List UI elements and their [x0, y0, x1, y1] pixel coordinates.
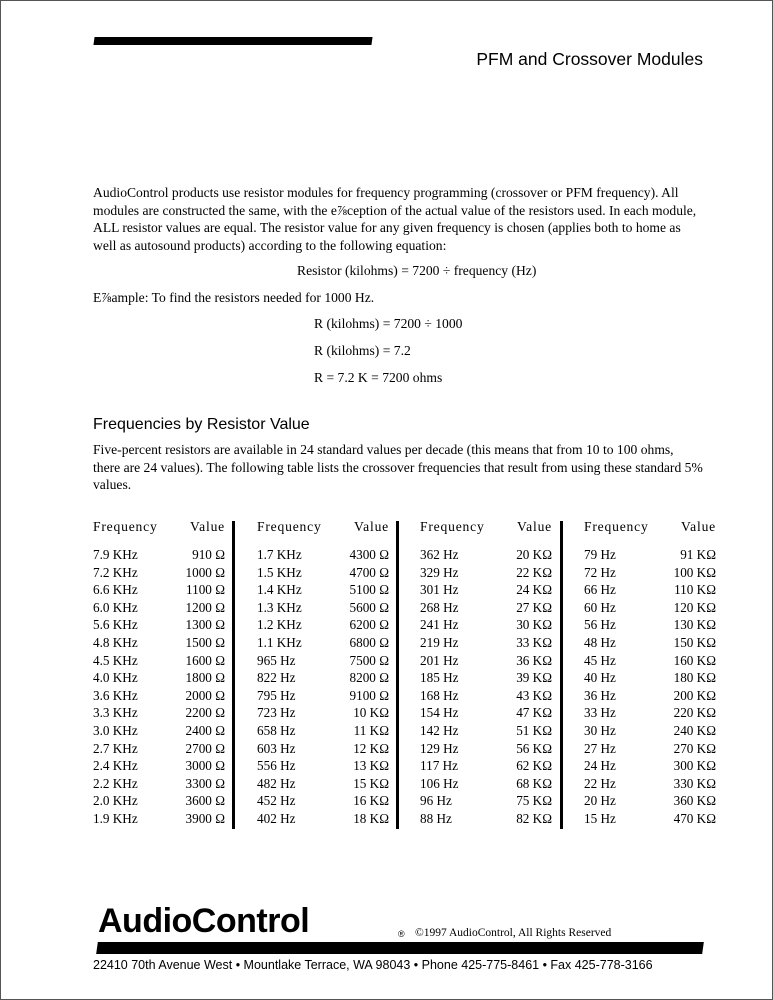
value-cell: 1200 Ω	[185, 599, 225, 615]
value-cell: 910 Ω	[192, 547, 225, 562]
table-row	[257, 565, 389, 583]
value-cell: 11 KΩ	[353, 722, 389, 738]
frequency-cell: 36 Hz	[584, 687, 616, 703]
frequency-cell: 241 Hz	[420, 617, 459, 633]
frequency-cell: 1.7 KHz	[257, 547, 302, 562]
frequency-cell: 60 Hz	[584, 599, 616, 615]
value-cell: 6800 Ω	[349, 634, 389, 650]
frequency-cell: 154 Hz	[420, 705, 459, 721]
value-cell: 91 KΩ	[680, 547, 716, 562]
value-cell: 130 KΩ	[673, 617, 716, 633]
value-cell: 56 KΩ	[516, 740, 552, 756]
table-row	[257, 547, 389, 565]
frequency-cell: 219 Hz	[420, 634, 459, 650]
table-group-3	[420, 519, 552, 829]
frequency-cell: 201 Hz	[420, 652, 459, 668]
table-row	[257, 811, 389, 829]
value-cell: 13 KΩ	[353, 758, 389, 774]
value-cell: 3300 Ω	[185, 775, 225, 791]
value-cell: 200 KΩ	[673, 687, 716, 703]
value-cell: 33 KΩ	[516, 634, 552, 650]
table-rows	[420, 547, 552, 829]
value-cell: 1100 Ω	[186, 582, 225, 598]
section-heading: Frequencies by Resistor Value	[93, 416, 310, 433]
table-row	[420, 635, 552, 653]
value-cell: 470 KΩ	[673, 810, 716, 826]
audiocontrol-logo: AudioControl	[98, 902, 310, 940]
frequency-cell: 482 Hz	[257, 775, 296, 791]
frequency-cell: 658 Hz	[257, 722, 296, 738]
table-row	[93, 617, 225, 635]
main-equation: Resistor (kilohms) = 7200 ÷ frequency (Hz)	[297, 263, 537, 278]
frequency-cell: 15 Hz	[584, 810, 616, 826]
frequency-cell: 3.0 KHz	[93, 722, 138, 738]
table-row	[584, 670, 716, 688]
frequency-cell: 2.4 KHz	[93, 758, 138, 774]
value-cell: 43 KΩ	[516, 687, 552, 703]
frequency-cell: 4.8 KHz	[93, 634, 138, 650]
frequency-cell: 1.5 KHz	[257, 564, 302, 580]
value-cell: 360 KΩ	[673, 793, 716, 809]
table-row	[420, 582, 552, 600]
table-row	[420, 723, 552, 741]
value-cell: 22 KΩ	[516, 564, 552, 580]
value-cell: 75 KΩ	[516, 793, 552, 809]
column-separator	[232, 521, 235, 829]
table-row	[257, 688, 389, 706]
frequency-cell: 402 Hz	[257, 810, 296, 826]
frequency-cell: 7.9 KHz	[93, 547, 138, 562]
table-row	[584, 793, 716, 811]
frequency-cell: 1.2 KHz	[257, 617, 302, 633]
example-line-2: R (kilohms) = 7.2	[314, 343, 411, 358]
frequency-cell: 48 Hz	[584, 634, 616, 650]
value-cell: 110 KΩ	[674, 582, 716, 598]
value-cell: 6200 Ω	[349, 617, 389, 633]
table-row	[257, 758, 389, 776]
header-value: Value	[354, 519, 389, 534]
frequency-cell: 33 Hz	[584, 705, 616, 721]
table-row	[257, 723, 389, 741]
table-row	[420, 776, 552, 794]
example-line-3: R = 7.2 K = 7200 ohms	[314, 370, 443, 385]
value-cell: 47 KΩ	[516, 705, 552, 721]
table-row	[93, 723, 225, 741]
table-row	[584, 600, 716, 618]
value-cell: 15 KΩ	[353, 775, 389, 791]
value-cell: 1600 Ω	[185, 652, 225, 668]
copyright-notice: ©1997 AudioControl, All Rights Reserved	[415, 927, 612, 939]
frequency-cell: 168 Hz	[420, 687, 459, 703]
table-row	[420, 688, 552, 706]
table-row	[257, 741, 389, 759]
value-cell: 12 KΩ	[353, 740, 389, 756]
value-cell: 7500 Ω	[349, 652, 389, 668]
value-cell: 10 KΩ	[353, 705, 389, 721]
value-cell: 68 KΩ	[516, 775, 552, 791]
table-row	[584, 758, 716, 776]
section-description: Five-percent resistors are available in 24 standard values per decade (this means that from 10 to 100 ohms, there are 24 values). The following table lists the crossover frequencies that result from using these standard 5% values.	[93, 442, 703, 492]
frequency-cell: 6.6 KHz	[93, 582, 138, 598]
table-row	[93, 547, 225, 565]
value-cell: 270 KΩ	[673, 740, 716, 756]
frequency-cell: 27 Hz	[584, 740, 616, 756]
header-rule	[93, 37, 372, 45]
frequency-cell: 96 Hz	[420, 793, 452, 809]
table-row	[257, 705, 389, 723]
frequency-cell: 30 Hz	[584, 722, 616, 738]
frequency-cell: 24 Hz	[584, 758, 616, 774]
table-row	[93, 705, 225, 723]
frequency-cell: 301 Hz	[420, 582, 459, 598]
value-cell: 30 KΩ	[516, 617, 552, 633]
value-cell: 1500 Ω	[185, 634, 225, 650]
table-group-2	[257, 519, 389, 829]
table-row	[420, 741, 552, 759]
table-header	[420, 519, 552, 537]
value-cell: 82 KΩ	[516, 810, 552, 826]
table-row	[420, 565, 552, 583]
frequency-cell: 1.4 KHz	[257, 582, 302, 598]
table-rows	[257, 547, 389, 829]
table-row	[93, 635, 225, 653]
frequency-cell: 603 Hz	[257, 740, 296, 756]
frequency-cell: 4.5 KHz	[93, 652, 138, 668]
frequency-cell: 965 Hz	[257, 652, 296, 668]
header-frequency: Frequency	[93, 519, 158, 534]
frequency-cell: 117 Hz	[420, 758, 458, 774]
frequency-cell: 1.3 KHz	[257, 599, 302, 615]
frequency-cell: 2.0 KHz	[93, 793, 138, 809]
value-cell: 220 KΩ	[673, 705, 716, 721]
table-row	[584, 582, 716, 600]
column-separator	[396, 521, 399, 829]
frequency-cell: 556 Hz	[257, 758, 296, 774]
table-rows	[93, 547, 225, 829]
table-header	[93, 519, 225, 537]
frequency-cell: 142 Hz	[420, 722, 459, 738]
value-cell: 5100 Ω	[349, 582, 389, 598]
table-group-1	[93, 519, 225, 829]
table-row	[93, 688, 225, 706]
table-row	[93, 811, 225, 829]
value-cell: 120 KΩ	[673, 599, 716, 615]
table-row	[584, 741, 716, 759]
value-cell: 4700 Ω	[349, 564, 389, 580]
value-cell: 24 KΩ	[516, 582, 552, 598]
table-row	[584, 653, 716, 671]
frequency-cell: 66 Hz	[584, 582, 616, 598]
frequency-cell: 3.6 KHz	[93, 687, 138, 703]
table-row	[420, 653, 552, 671]
value-cell: 2400 Ω	[185, 722, 225, 738]
table-row	[584, 547, 716, 565]
header-value: Value	[681, 519, 716, 534]
frequency-cell: 72 Hz	[584, 564, 616, 580]
table-row	[257, 617, 389, 635]
table-row	[93, 582, 225, 600]
frequency-cell: 795 Hz	[257, 687, 296, 703]
table-row	[584, 565, 716, 583]
registered-mark: ®	[398, 929, 405, 939]
value-cell: 2200 Ω	[185, 705, 225, 721]
table-row	[584, 723, 716, 741]
table-row	[420, 705, 552, 723]
table-row	[257, 776, 389, 794]
frequency-cell: 2.2 KHz	[93, 775, 138, 791]
frequency-cell: 362 Hz	[420, 547, 459, 562]
frequency-cell: 3.3 KHz	[93, 705, 138, 721]
example-label: E⅞ample: To find the resistors needed for 1000 Hz.	[93, 290, 375, 305]
frequency-cell: 822 Hz	[257, 670, 296, 686]
value-cell: 16 KΩ	[353, 793, 389, 809]
value-cell: 20 KΩ	[516, 547, 552, 562]
table-row	[584, 688, 716, 706]
table-row	[93, 758, 225, 776]
table-row	[420, 811, 552, 829]
table-row	[93, 741, 225, 759]
frequency-cell: 268 Hz	[420, 599, 459, 615]
table-row	[420, 617, 552, 635]
frequency-cell: 40 Hz	[584, 670, 616, 686]
table-row	[257, 670, 389, 688]
frequency-cell: 45 Hz	[584, 652, 616, 668]
column-separator	[560, 521, 563, 829]
frequency-cell: 1.1 KHz	[257, 634, 302, 650]
value-cell: 1000 Ω	[185, 564, 225, 580]
value-cell: 36 KΩ	[516, 652, 552, 668]
value-cell: 18 KΩ	[353, 810, 389, 826]
frequency-cell: 88 Hz	[420, 810, 452, 826]
table-row	[257, 793, 389, 811]
frequency-cell: 79 Hz	[584, 547, 616, 562]
table-row	[584, 776, 716, 794]
value-cell: 3600 Ω	[185, 793, 225, 809]
header-value: Value	[190, 519, 225, 534]
header-frequency: Frequency	[257, 519, 322, 534]
value-cell: 9100 Ω	[349, 687, 389, 703]
table-row	[420, 547, 552, 565]
header-frequency: Frequency	[420, 519, 485, 534]
frequency-cell: 1.9 KHz	[93, 810, 138, 826]
frequency-cell: 452 Hz	[257, 793, 296, 809]
frequency-cell: 56 Hz	[584, 617, 616, 633]
table-row	[93, 565, 225, 583]
value-cell: 8200 Ω	[349, 670, 389, 686]
frequency-cell: 185 Hz	[420, 670, 459, 686]
header-value: Value	[517, 519, 552, 534]
value-cell: 5600 Ω	[349, 599, 389, 615]
frequency-cell: 723 Hz	[257, 705, 296, 721]
table-group-4	[584, 519, 716, 829]
value-cell: 100 KΩ	[673, 564, 716, 580]
footer-rule	[96, 942, 704, 954]
frequency-cell: 329 Hz	[420, 564, 459, 580]
value-cell: 62 KΩ	[516, 758, 552, 774]
table-row	[93, 600, 225, 618]
table-row	[257, 635, 389, 653]
page-title: PFM and Crossover Modules	[476, 49, 703, 69]
table-header	[584, 519, 716, 537]
table-row	[257, 582, 389, 600]
table-row	[584, 635, 716, 653]
table-header	[257, 519, 389, 537]
table-row	[93, 653, 225, 671]
table-row	[584, 617, 716, 635]
table-row	[420, 600, 552, 618]
table-row	[420, 758, 552, 776]
value-cell: 51 KΩ	[516, 722, 552, 738]
value-cell: 3000 Ω	[185, 758, 225, 774]
value-cell: 1300 Ω	[185, 617, 225, 633]
frequency-cell: 6.0 KHz	[93, 599, 138, 615]
frequency-cell: 5.6 KHz	[93, 617, 138, 633]
value-cell: 2700 Ω	[185, 740, 225, 756]
company-address: 22410 70th Avenue West • Mountlake Terrace, WA 98043 • Phone 425-775-8461 • Fax 425-778-3166	[93, 958, 653, 972]
table-row	[257, 653, 389, 671]
table-row	[584, 705, 716, 723]
table-row	[420, 670, 552, 688]
value-cell: 27 KΩ	[516, 599, 552, 615]
value-cell: 2000 Ω	[185, 687, 225, 703]
value-cell: 39 KΩ	[516, 670, 552, 686]
table-row	[93, 793, 225, 811]
frequency-cell: 2.7 KHz	[93, 740, 138, 756]
value-cell: 300 KΩ	[673, 758, 716, 774]
table-row	[584, 811, 716, 829]
frequency-cell: 106 Hz	[420, 775, 459, 791]
frequency-cell: 7.2 KHz	[93, 564, 138, 580]
intro-paragraph: AudioControl products use resistor modules for frequency programming (crossover or PFM frequency). All modules are constructed the same, with the e⅞ception of the actual value of the resistors used. In each module, ALL resistor values are equal. The resistor value for any given frequency is chosen (applies both to home as well as autosound products) according to the following equation:	[93, 185, 697, 253]
frequency-cell: 22 Hz	[584, 775, 616, 791]
value-cell: 150 KΩ	[673, 634, 716, 650]
value-cell: 180 KΩ	[673, 670, 716, 686]
value-cell: 240 KΩ	[673, 722, 716, 738]
header-frequency: Frequency	[584, 519, 649, 534]
value-cell: 330 KΩ	[673, 775, 716, 791]
example-line-1: R (kilohms) = 7200 ÷ 1000	[314, 316, 463, 331]
table-rows	[584, 547, 716, 829]
table-row	[257, 600, 389, 618]
frequency-cell: 4.0 KHz	[93, 670, 138, 686]
table-row	[93, 670, 225, 688]
value-cell: 3900 Ω	[185, 810, 225, 826]
table-row	[93, 776, 225, 794]
table-row	[420, 793, 552, 811]
value-cell: 160 KΩ	[673, 652, 716, 668]
value-cell: 4300 Ω	[349, 547, 389, 562]
frequency-cell: 20 Hz	[584, 793, 616, 809]
frequency-cell: 129 Hz	[420, 740, 459, 756]
value-cell: 1800 Ω	[185, 670, 225, 686]
